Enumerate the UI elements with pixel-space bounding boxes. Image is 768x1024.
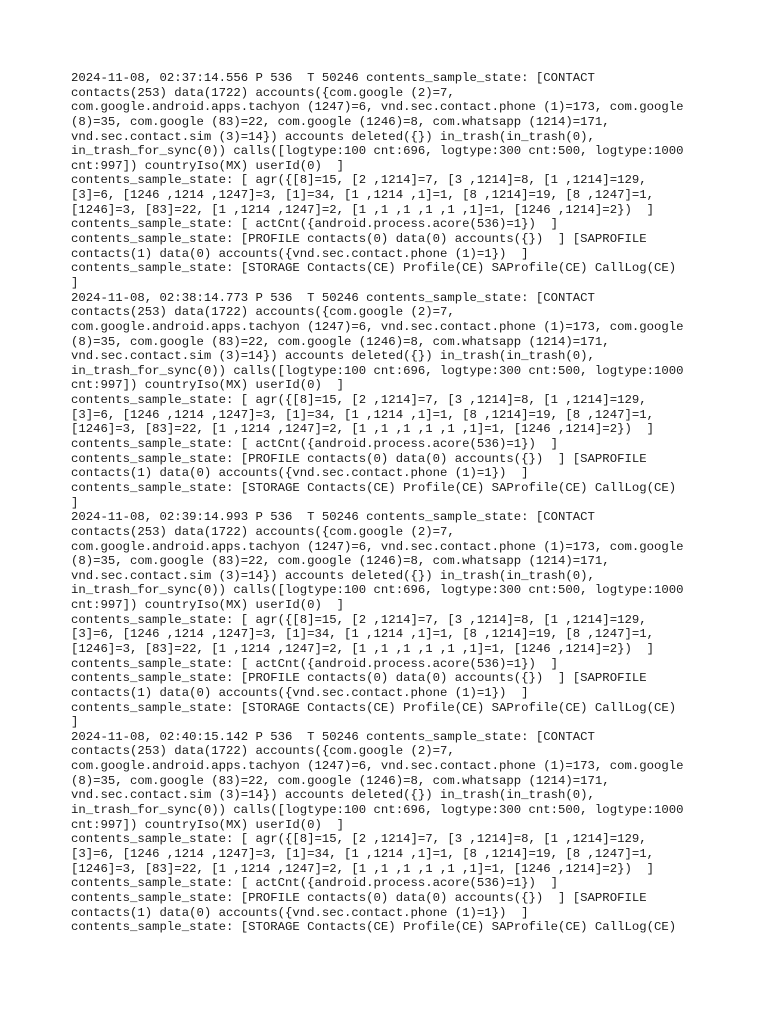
log-line: contacts(253) data(1722) accounts({com.google (2)=7, <box>71 744 455 759</box>
log-line: ] <box>71 495 79 510</box>
log-line: contacts(1) data(0) accounts({vnd.sec.contact.phone (1)=1}) ] <box>71 905 529 920</box>
log-line: [3]=6, [1246 ,1214 ,1247]=3, [1]=34, [1 ,1214 ,1]=1, [8 ,1214]=19, [8 ,1247]=1, <box>71 846 654 861</box>
log-line: ] <box>71 715 79 730</box>
log-line: [3]=6, [1246 ,1214 ,1247]=3, [1]=34, [1 ,1214 ,1]=1, [8 ,1214]=19, [8 ,1247]=1, <box>71 627 654 642</box>
log-line: [1246]=3, [83]=22, [1 ,1214 ,1247]=2, [1 ,1 ,1 ,1 ,1 ,1]=1, [1246 ,1214]=2}) ] <box>71 861 654 876</box>
log-line: contents_sample_state: [STORAGE Contacts(CE) Profile(CE) SAProfile(CE) CallLog(CE) <box>71 920 677 935</box>
log-line: contacts(253) data(1722) accounts({com.google (2)=7, <box>71 305 455 320</box>
log-line: contents_sample_state: [ agr({[8]=15, [2 ,1214]=7, [3 ,1214]=8, [1 ,1214]=129, <box>71 393 647 408</box>
log-line: contents_sample_state: [STORAGE Contacts(CE) Profile(CE) SAProfile(CE) CallLog(CE) <box>71 700 677 715</box>
log-line: contents_sample_state: [ agr({[8]=15, [2 ,1214]=7, [3 ,1214]=8, [1 ,1214]=129, <box>71 173 647 188</box>
log-line: 2024-11-08, 02:40:15.142 P 536 T 50246 contents_sample_state: [CONTACT <box>71 729 595 744</box>
log-line: contacts(1) data(0) accounts({vnd.sec.contact.phone (1)=1}) ] <box>71 246 529 261</box>
log-line: contacts(253) data(1722) accounts({com.google (2)=7, <box>71 524 455 539</box>
log-line: 2024-11-08, 02:39:14.993 P 536 T 50246 contents_sample_state: [CONTACT <box>71 510 595 525</box>
log-line: com.google.android.apps.tachyon (1247)=6, vnd.sec.contact.phone (1)=173, com.google <box>71 319 684 334</box>
log-line: vnd.sec.contact.sim (3)=14}) accounts deleted({}) in_trash(in_trash(0), <box>71 129 595 144</box>
log-line: [1246]=3, [83]=22, [1 ,1214 ,1247]=2, [1 ,1 ,1 ,1 ,1 ,1]=1, [1246 ,1214]=2}) ] <box>71 202 654 217</box>
log-line: vnd.sec.contact.sim (3)=14}) accounts deleted({}) in_trash(in_trash(0), <box>71 349 595 364</box>
log-line: in_trash_for_sync(0)) calls([logtype:100 cnt:696, logtype:300 cnt:500, logtype:1000 <box>71 363 684 378</box>
log-line: contents_sample_state: [ actCnt({android.process.acore(536)=1}) ] <box>71 437 559 452</box>
log-line: contents_sample_state: [ actCnt({android.process.acore(536)=1}) ] <box>71 217 559 232</box>
log-line: in_trash_for_sync(0)) calls([logtype:100 cnt:696, logtype:300 cnt:500, logtype:1000 <box>71 144 684 159</box>
log-line: (8)=35, com.google (83)=22, com.google (1246)=8, com.whatsapp (1214)=171, <box>71 334 610 349</box>
log-line: contents_sample_state: [ agr({[8]=15, [2 ,1214]=7, [3 ,1214]=8, [1 ,1214]=129, <box>71 832 647 847</box>
log-line: [1246]=3, [83]=22, [1 ,1214 ,1247]=2, [1 ,1 ,1 ,1 ,1 ,1]=1, [1246 ,1214]=2}) ] <box>71 422 654 437</box>
log-line: [3]=6, [1246 ,1214 ,1247]=3, [1]=34, [1 ,1214 ,1]=1, [8 ,1214]=19, [8 ,1247]=1, <box>71 188 654 203</box>
log-line: cnt:997]) countryIso(MX) userId(0) ] <box>71 158 345 173</box>
log-line: contents_sample_state: [ actCnt({android.process.acore(536)=1}) ] <box>71 656 559 671</box>
log-line: contacts(253) data(1722) accounts({com.google (2)=7, <box>71 85 455 100</box>
log-line: com.google.android.apps.tachyon (1247)=6, vnd.sec.contact.phone (1)=173, com.google <box>71 759 684 774</box>
log-line: 2024-11-08, 02:38:14.773 P 536 T 50246 contents_sample_state: [CONTACT <box>71 290 595 305</box>
log-line: com.google.android.apps.tachyon (1247)=6, vnd.sec.contact.phone (1)=173, com.google <box>71 539 684 554</box>
log-line: com.google.android.apps.tachyon (1247)=6, vnd.sec.contact.phone (1)=173, com.google <box>71 100 684 115</box>
log-line: (8)=35, com.google (83)=22, com.google (1246)=8, com.whatsapp (1214)=171, <box>71 114 610 129</box>
log-line: [1246]=3, [83]=22, [1 ,1214 ,1247]=2, [1 ,1 ,1 ,1 ,1 ,1]=1, [1246 ,1214]=2}) ] <box>71 641 654 656</box>
log-line: 2024-11-08, 02:37:14.556 P 536 T 50246 contents_sample_state: [CONTACT <box>71 71 595 85</box>
log-line: ] <box>71 275 79 290</box>
log-line: contents_sample_state: [PROFILE contacts(0) data(0) accounts({}) ] [SAPROFILE <box>71 451 647 466</box>
log-line: vnd.sec.contact.sim (3)=14}) accounts deleted({}) in_trash(in_trash(0), <box>71 788 595 803</box>
log-line: in_trash_for_sync(0)) calls([logtype:100 cnt:696, logtype:300 cnt:500, logtype:1000 <box>71 583 684 598</box>
log-line: contents_sample_state: [PROFILE contacts(0) data(0) accounts({}) ] [SAPROFILE <box>71 232 647 247</box>
log-line: contacts(1) data(0) accounts({vnd.sec.contact.phone (1)=1}) ] <box>71 685 529 700</box>
log-line: cnt:997]) countryIso(MX) userId(0) ] <box>71 378 345 393</box>
log-line: contents_sample_state: [ agr({[8]=15, [2 ,1214]=7, [3 ,1214]=8, [1 ,1214]=129, <box>71 612 647 627</box>
log-line: vnd.sec.contact.sim (3)=14}) accounts deleted({}) in_trash(in_trash(0), <box>71 568 595 583</box>
log-line: contents_sample_state: [PROFILE contacts(0) data(0) accounts({}) ] [SAPROFILE <box>71 890 647 905</box>
log-line: (8)=35, com.google (83)=22, com.google (1246)=8, com.whatsapp (1214)=171, <box>71 554 610 569</box>
log-line: cnt:997]) countryIso(MX) userId(0) ] <box>71 817 345 832</box>
log-line: contacts(1) data(0) accounts({vnd.sec.contact.phone (1)=1}) ] <box>71 466 529 481</box>
log-line: contents_sample_state: [STORAGE Contacts(CE) Profile(CE) SAProfile(CE) CallLog(CE) <box>71 480 677 495</box>
log-line: [3]=6, [1246 ,1214 ,1247]=3, [1]=34, [1 ,1214 ,1]=1, [8 ,1214]=19, [8 ,1247]=1, <box>71 407 654 422</box>
log-line: (8)=35, com.google (83)=22, com.google (1246)=8, com.whatsapp (1214)=171, <box>71 773 610 788</box>
log-line: cnt:997]) countryIso(MX) userId(0) ] <box>71 598 345 613</box>
log-document <box>71 71 711 935</box>
log-line: contents_sample_state: [STORAGE Contacts(CE) Profile(CE) SAProfile(CE) CallLog(CE) <box>71 261 677 276</box>
log-line: contents_sample_state: [PROFILE contacts(0) data(0) accounts({}) ] [SAPROFILE <box>71 671 647 686</box>
log-line: in_trash_for_sync(0)) calls([logtype:100 cnt:696, logtype:300 cnt:500, logtype:1000 <box>71 803 684 818</box>
log-line: contents_sample_state: [ actCnt({android.process.acore(536)=1}) ] <box>71 876 559 891</box>
